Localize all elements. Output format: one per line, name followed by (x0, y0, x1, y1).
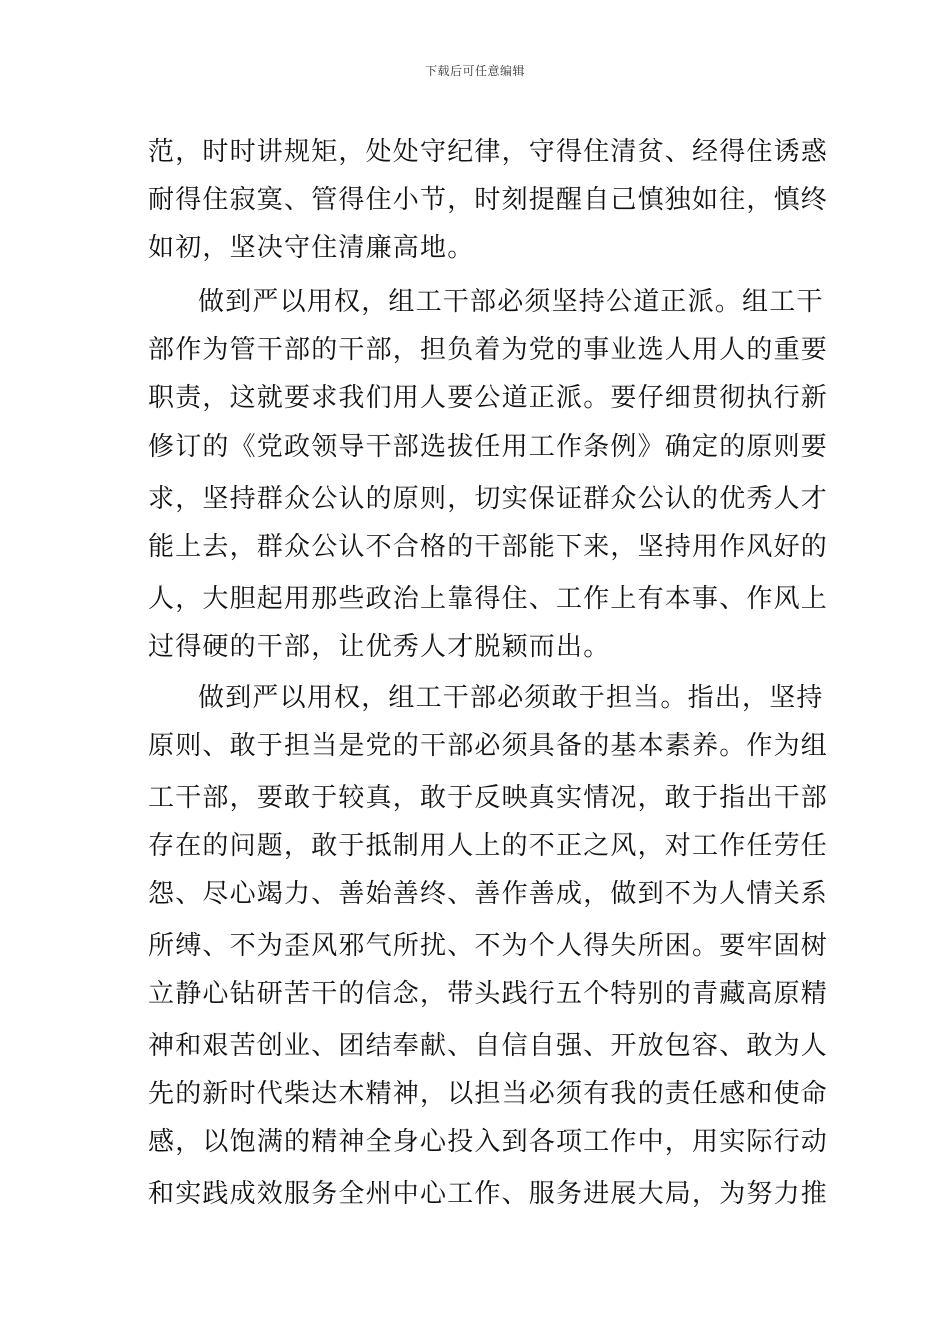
text-line: 范，时时讲规矩，处处守纪律，守得住清贫、经得住诱惑 (148, 137, 829, 167)
text-line: 和实践成效服务全州中心工作、服务进展大局，为努力推 (148, 1179, 829, 1209)
text-line: 修订的《党政领导干部选拔任用工作条例》确定的原则要 (148, 432, 829, 462)
text-line: 过得硬的干部，让优秀人才脱颖而出。 (148, 632, 611, 662)
text-line: 存在的问题，敢于抵制用人上的不正之风，对工作任劳任 (148, 831, 829, 861)
page-header: 下载后可任意编辑 (424, 64, 525, 78)
text-line: 求，坚持群众公认的原则，切实保证群众公认的优秀人才 (148, 484, 829, 514)
text-line: 职责，这就要求我们用人要公道正派。要仔细贯彻执行新 (148, 383, 829, 413)
text-line: 所缚、不为歪风邪气所扰、不为个人得失所困。要牢固树 (148, 931, 829, 961)
text-line: 能上去，群众公认不合格的干部能下来，坚持用作风好的 (148, 532, 829, 562)
text-line: 原则、敢于担当是党的干部必须具备的基本素养。作为组 (148, 731, 829, 761)
text-line: 做到严以用权，组工干部必须敢于担当。指出，坚持 (198, 683, 824, 713)
text-line: 如初，坚决守住清廉高地。 (148, 233, 475, 263)
text-line: 工干部，要敢于较真，敢于反映真实情况，敢于指出干部 (148, 783, 829, 813)
text-line: 怨、尽心竭力、善始善终、善作善成，做到不为人情关系 (148, 879, 829, 909)
text-line: 神和艰苦创业、团结奉献、自信自强、开放包容、敢为人 (148, 1031, 829, 1061)
text-line: 感，以饱满的精神全身心投入到各项工作中，用实际行动 (148, 1127, 829, 1157)
text-line: 耐得住寂寞、管得住小节，时刻提醒自己慎独如往，慎终 (148, 185, 829, 215)
text-line: 人，大胆起用那些政治上靠得住、工作上有本事、作风上 (148, 584, 829, 614)
text-line: 部作为管干部的干部，担负着为党的事业选人用人的重要 (148, 335, 829, 365)
text-line: 做到严以用权，组工干部必须坚持公道正派。组工干 (198, 287, 824, 317)
text-line: 立静心钻研苦干的信念，带头践行五个特别的青藏高原精 (148, 979, 829, 1009)
text-line: 先的新时代柴达木精神，以担当必须有我的责任感和使命 (148, 1079, 829, 1109)
